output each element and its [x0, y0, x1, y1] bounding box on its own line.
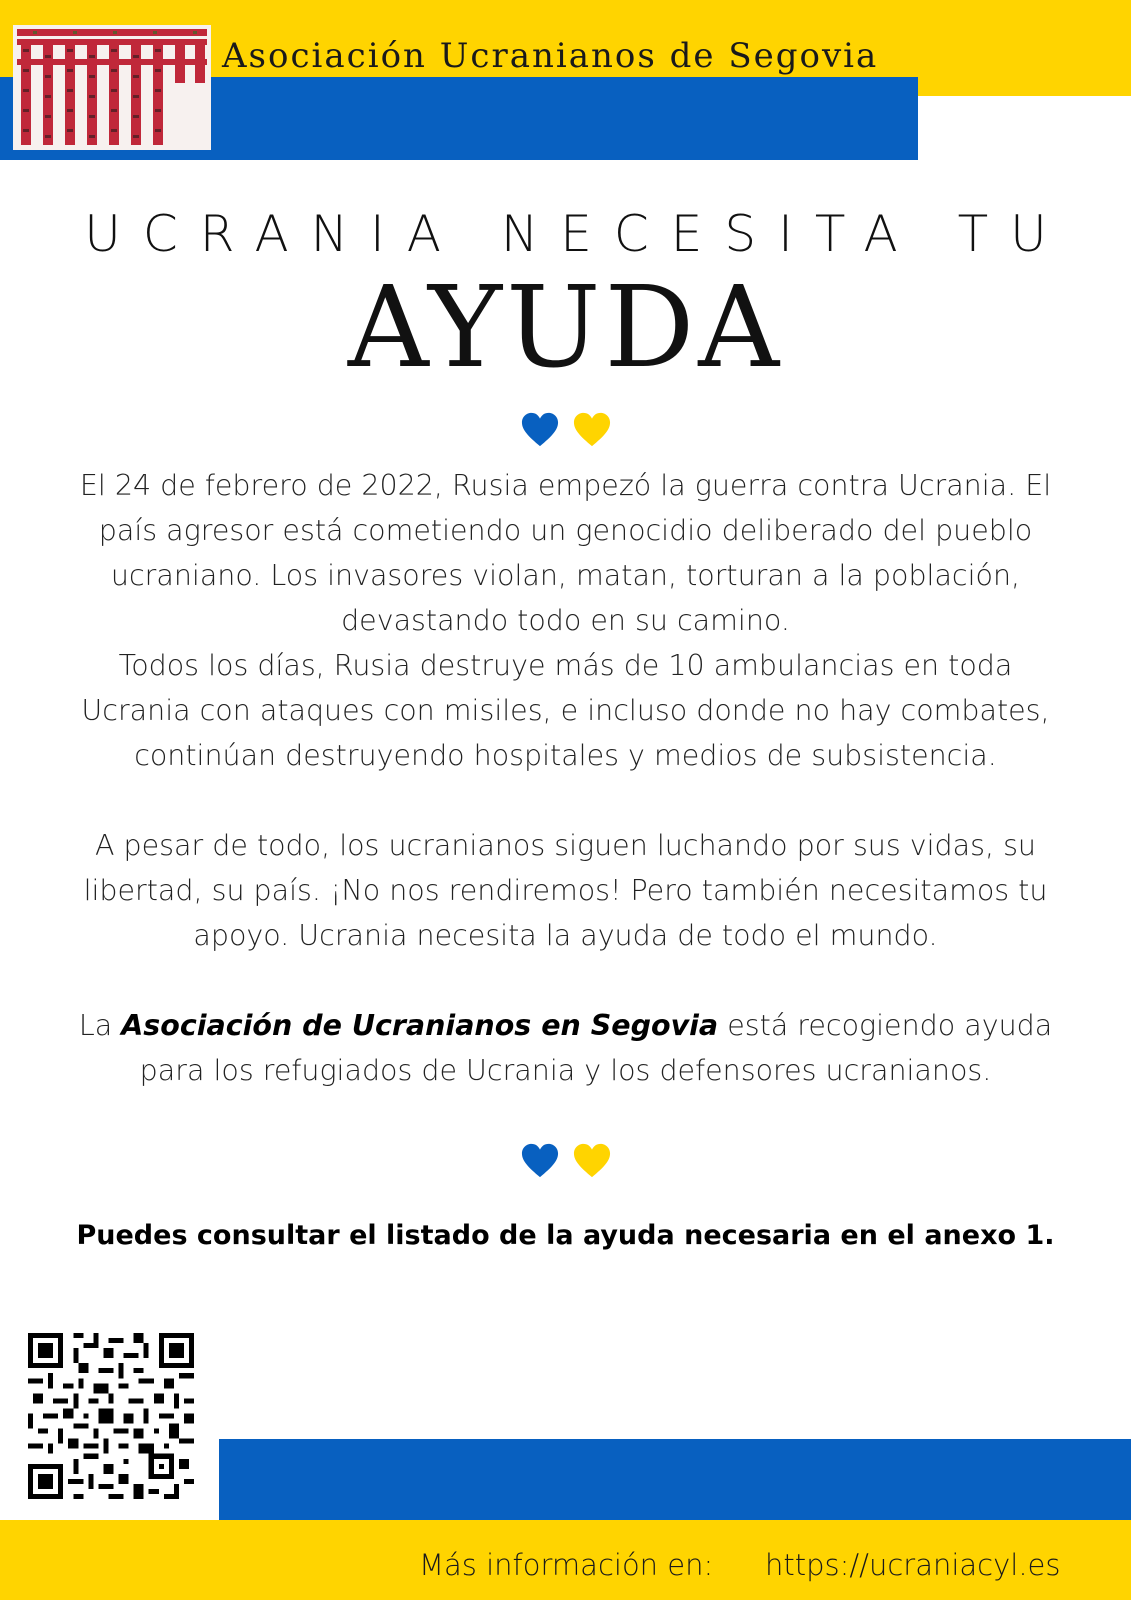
footer-blue-band: [219, 1439, 1131, 1521]
body-text: [60, 463, 1071, 1093]
paragraph-ambulances: Todos los días, Rusia destruye más de 10 ambulancias en toda Ucrania con ataques con misiles, e incluso donde no hay combates, continúan destruyendo hospitales y medios de subsistencia.: [81, 649, 1050, 772]
blue-heart-icon: [521, 1143, 559, 1179]
headline-big: AYUDA: [347, 263, 784, 393]
yellow-heart-icon: [573, 1143, 611, 1179]
association-prefix: La: [78, 1009, 122, 1042]
hearts-row-top: [0, 412, 1131, 452]
paragraph-association: [60, 1003, 1071, 1093]
yellow-heart-icon: [573, 412, 611, 448]
more-info-label: Más información en:: [419, 1548, 714, 1582]
hearts-row-bottom: [0, 1143, 1131, 1183]
headline: UCRANIA NECESITA TU: [84, 205, 1069, 263]
annex-callout: Puedes consultar el listado de la ayuda necesaria en el anexo 1.: [76, 1220, 1055, 1251]
website-link[interactable]: https://ucraniacyl.es: [765, 1548, 1061, 1582]
aqueduct-logo-icon: [13, 25, 211, 150]
paragraph-invasion: El 24 de febrero de 2022, Rusia empezó la guerra contra Ucrania. El país agresor está cometiendo un genocidio deliberado del pueblo ucraniano. Los invasores violan, matan, torturan a la población, devastando todo en su camino.: [79, 469, 1052, 637]
organization-name: Asociación Ucranianos de Segovia: [222, 36, 879, 76]
qr-code-icon[interactable]: [28, 1332, 194, 1500]
association-suffix: está recogiendo ayuda para los refugiados de Ucrania y los defensores ucranianos.: [139, 1009, 1053, 1087]
blue-heart-icon: [521, 412, 559, 448]
paragraph-resistance: A pesar de todo, los ucranianos siguen luchando por sus vidas, su libertad, su país. ¡No nos rendiremos! Pero también necesitamos tu apoyo. Ucrania necesita la ayuda de todo el mundo.: [83, 829, 1048, 952]
association-name: Asociación de Ucranianos en Segovia: [121, 1009, 719, 1042]
